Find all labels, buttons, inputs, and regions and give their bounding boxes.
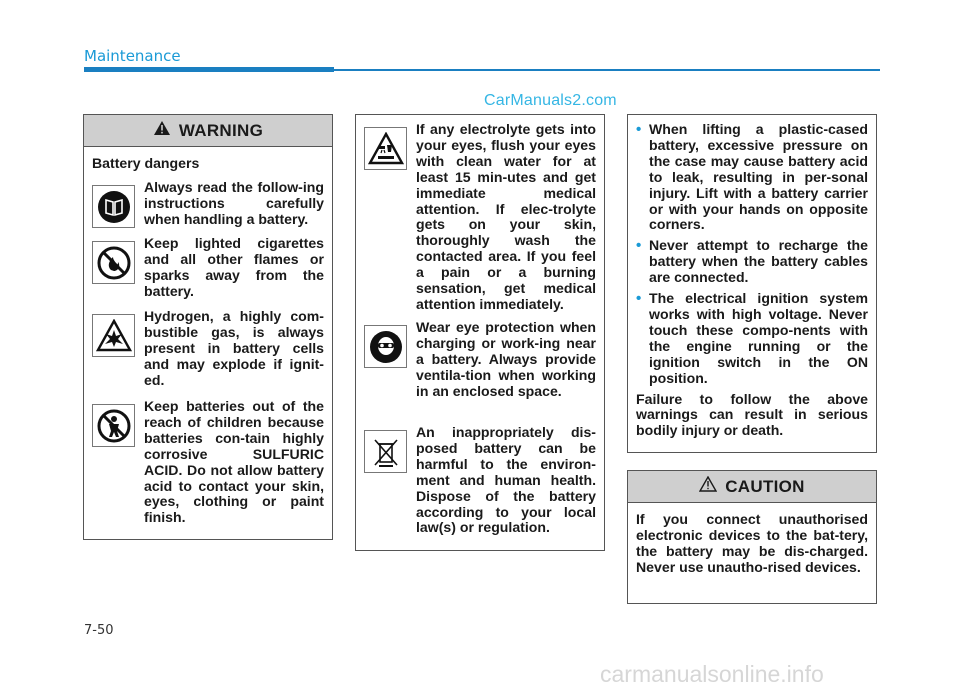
list-item: • Never attempt to recharge the battery when the battery cables are connected.	[636, 238, 868, 286]
warning-item	[92, 236, 324, 300]
header-rule-thin	[334, 69, 880, 71]
caution-triangle-icon	[699, 476, 717, 497]
battery-hazard-box	[355, 114, 605, 551]
warning-triangle-icon	[153, 120, 171, 141]
closing-warning: Failure to follow the above warnings can result in serious bodily injury or death.	[636, 390, 868, 439]
warning-header	[84, 115, 332, 147]
hazard-item	[364, 320, 596, 400]
caution-title: CAUTION	[725, 476, 805, 496]
warning-intro: Battery dangers	[92, 155, 200, 171]
caution-text: If you connect unauthorised electronic devices to the bat-tery, the battery may be dis-charged. Never use unautho-rised devices.	[636, 511, 868, 575]
manual-book-icon	[92, 185, 135, 228]
warning-item-text: Keep batteries out of the reach of children because batteries con-tain highly corrosive SULFURIC ACID. Do not allow battery acid to contact your skin, eyes, clothing or paint finish.	[144, 398, 324, 526]
crossed-out-bin-icon	[364, 430, 407, 473]
warning-item-text: Keep lighted cigarettes and all other flames or sparks away from the battery.	[144, 235, 324, 299]
warning-item-text: Hydrogen, a highly com-bustible gas, is always present in battery cells and may explode if ignit-ed.	[144, 308, 324, 388]
warning-item	[92, 180, 324, 228]
hazard-item-text: An inappropriately dis-posed battery can be harmful to the environ-ment and human health. Dispose of the battery according to your local law(s) or regulation.	[416, 424, 596, 536]
hazard-item	[364, 425, 596, 536]
warning-item	[92, 309, 324, 389]
watermark-top[interactable]: CarManuals2.com	[484, 92, 617, 109]
warning-title: WARNING	[178, 120, 264, 140]
watermark-bottom: carmanualsonline.info	[600, 661, 824, 687]
warning-box	[83, 114, 333, 540]
list-item: • The electrical ignition system works with high voltage. Never touch these compo-nents with the engine running or the ignition switch in the ON position.	[636, 291, 868, 386]
list-item: • When lifting a plastic-cased battery, excessive pressure on the case may cause battery acid to leak, resulting in per-sonal injury. Lift with a battery carrier or with your hands on opposite corners.	[636, 122, 868, 233]
eye-protection-icon	[364, 325, 407, 368]
corrosive-acid-icon	[364, 127, 407, 170]
hazard-item-text: Wear eye protection when charging or work-ing near a battery. Always provide ventila-tion when working in an enclosed space.	[416, 319, 596, 399]
bullet-list	[636, 122, 868, 439]
explosion-hazard-icon	[92, 314, 135, 357]
warning-item-text: Always read the follow-ing instructions carefully when handling a battery.	[144, 179, 324, 227]
battery-handling-box	[627, 114, 877, 453]
header-rule-thick	[84, 67, 334, 72]
keep-away-children-icon	[92, 404, 135, 447]
section-title: Maintenance	[84, 47, 181, 65]
no-smoking-flame-icon	[92, 241, 135, 284]
page-number: 7-50	[84, 623, 114, 638]
hazard-item	[364, 122, 596, 313]
hazard-item-text: If any electrolyte gets into your eyes, flush your eyes with clean water for at least 15 min-utes and get immediate medical attention. If elec-trolyte gets on your skin, thoroughly wash the contacted area. If you feel a pain or a burning sensation, get medical attention immediately.	[416, 121, 596, 312]
caution-header	[628, 471, 876, 503]
warning-item	[92, 399, 324, 526]
caution-box	[627, 470, 877, 604]
